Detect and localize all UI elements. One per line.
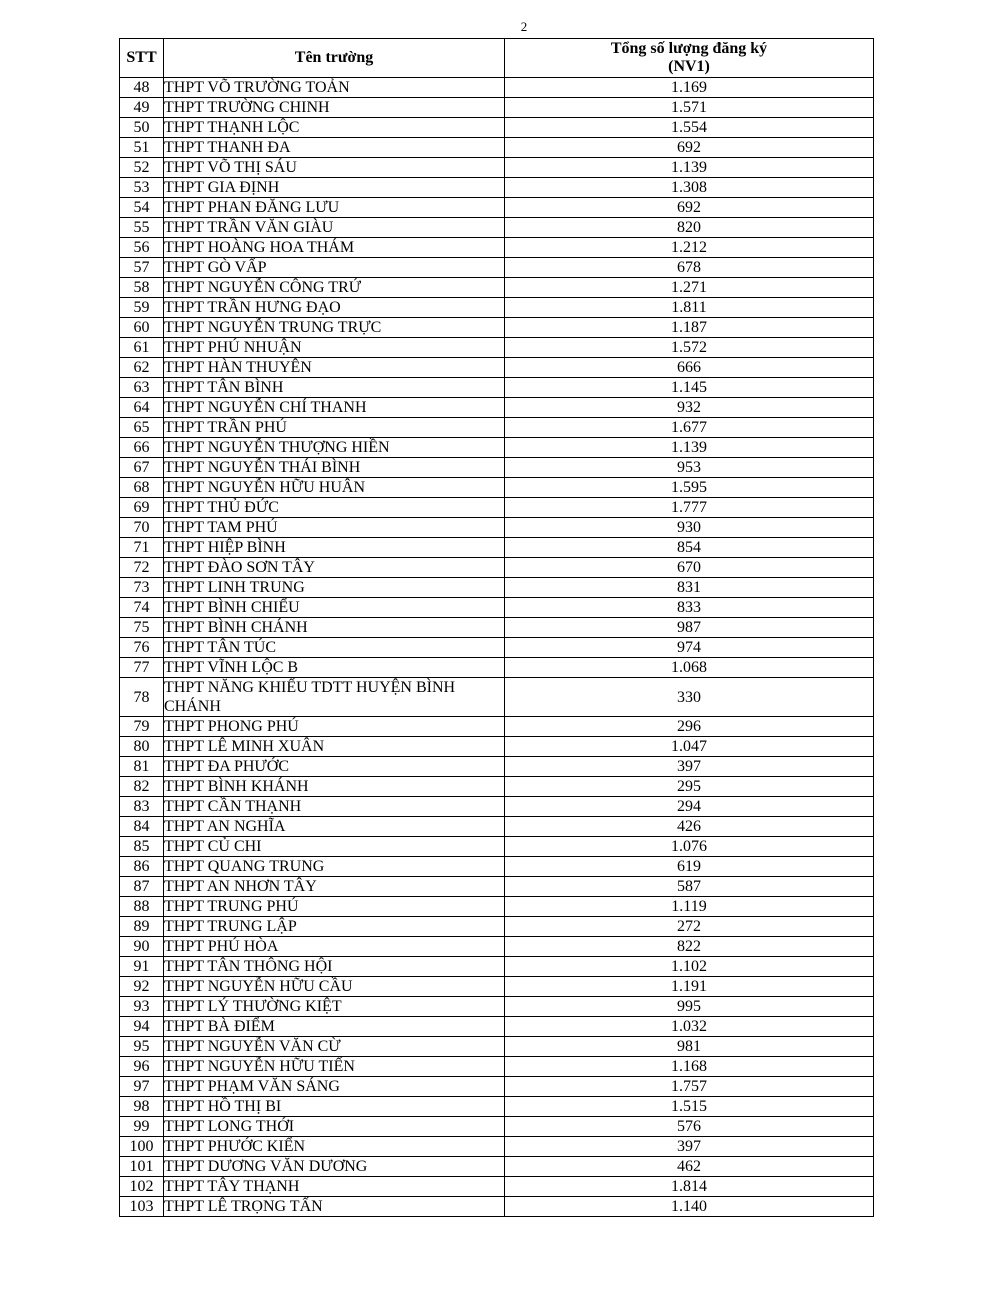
row-stt: 94 bbox=[120, 1017, 164, 1037]
row-stt: 93 bbox=[120, 997, 164, 1017]
row-stt: 88 bbox=[120, 897, 164, 917]
row-total: 587 bbox=[505, 877, 874, 897]
table-row bbox=[120, 717, 874, 737]
row-stt: 98 bbox=[120, 1097, 164, 1117]
row-total: 692 bbox=[505, 198, 874, 218]
row-stt: 97 bbox=[120, 1077, 164, 1097]
row-total: 1.169 bbox=[505, 78, 874, 98]
row-school-name: THPT TÂN THÔNG HỘI bbox=[164, 957, 505, 977]
table-row bbox=[120, 837, 874, 857]
row-school-name: THPT DƯƠNG VĂN DƯƠNG bbox=[164, 1157, 505, 1177]
row-stt: 52 bbox=[120, 158, 164, 178]
row-total: 831 bbox=[505, 578, 874, 598]
row-school-name: THPT QUANG TRUNG bbox=[164, 857, 505, 877]
header-total-line1: Tổng số lượng đăng ký bbox=[610, 40, 768, 57]
row-stt: 81 bbox=[120, 757, 164, 777]
table-row bbox=[120, 438, 874, 458]
row-school-name: THPT HÀN THUYÊN bbox=[164, 358, 505, 378]
row-school-name: THPT THANH ĐA bbox=[164, 138, 505, 158]
row-school-name: THPT BÌNH CHIỂU bbox=[164, 598, 505, 618]
table-row bbox=[120, 997, 874, 1017]
row-stt: 71 bbox=[120, 538, 164, 558]
row-total: 953 bbox=[505, 458, 874, 478]
header-total-line2: (NV1) bbox=[668, 58, 710, 75]
row-total: 272 bbox=[505, 917, 874, 937]
row-stt: 55 bbox=[120, 218, 164, 238]
row-school-name: THPT VÕ TRƯỜNG TOẢN bbox=[164, 78, 505, 98]
table-row bbox=[120, 418, 874, 438]
table-row bbox=[120, 78, 874, 98]
row-school-name: THPT NGUYỄN THÁI BÌNH bbox=[164, 458, 505, 478]
table-row bbox=[120, 1097, 874, 1117]
row-total: 1.191 bbox=[505, 977, 874, 997]
row-school-name: THPT LÝ THƯỜNG KIỆT bbox=[164, 997, 505, 1017]
row-school-name: THPT AN NGHĨA bbox=[164, 817, 505, 837]
row-total: 1.139 bbox=[505, 438, 874, 458]
table-row bbox=[120, 1137, 874, 1157]
table-row bbox=[120, 358, 874, 378]
row-school-name: THPT TRUNG LẬP bbox=[164, 917, 505, 937]
table-row bbox=[120, 338, 874, 358]
table-row bbox=[120, 158, 874, 178]
row-total: 1.076 bbox=[505, 837, 874, 857]
row-stt: 56 bbox=[120, 238, 164, 258]
row-stt: 51 bbox=[120, 138, 164, 158]
row-stt: 87 bbox=[120, 877, 164, 897]
row-school-name: THPT NĂNG KHIẾU TDTT HUYỆN BÌNH CHÁNH bbox=[164, 678, 505, 717]
row-school-name: THPT TÂN BÌNH bbox=[164, 378, 505, 398]
row-school-name: THPT NGUYỄN HỮU HUÂN bbox=[164, 478, 505, 498]
row-total: 1.068 bbox=[505, 658, 874, 678]
row-total: 932 bbox=[505, 398, 874, 418]
row-total: 1.677 bbox=[505, 418, 874, 438]
header-stt: STT bbox=[120, 39, 164, 78]
row-total: 1.571 bbox=[505, 98, 874, 118]
row-school-name: THPT HIỆP BÌNH bbox=[164, 538, 505, 558]
row-school-name: THPT TRẦN PHÚ bbox=[164, 418, 505, 438]
row-school-name: THPT NGUYỄN HỮU TIẾN bbox=[164, 1057, 505, 1077]
row-school-name: THPT BÀ ĐIỂM bbox=[164, 1017, 505, 1037]
table-row bbox=[120, 678, 874, 717]
table-row bbox=[120, 757, 874, 777]
row-stt: 100 bbox=[120, 1137, 164, 1157]
row-school-name: THPT AN NHƠN TÂY bbox=[164, 877, 505, 897]
row-total: 995 bbox=[505, 997, 874, 1017]
table-row bbox=[120, 278, 874, 298]
row-school-name: THPT NGUYỄN CHÍ THANH bbox=[164, 398, 505, 418]
row-total: 670 bbox=[505, 558, 874, 578]
row-stt: 57 bbox=[120, 258, 164, 278]
row-school-name: THPT LONG THỚI bbox=[164, 1117, 505, 1137]
row-school-name: THPT CẦN THẠNH bbox=[164, 797, 505, 817]
row-stt: 80 bbox=[120, 737, 164, 757]
row-stt: 65 bbox=[120, 418, 164, 438]
row-total: 330 bbox=[505, 678, 874, 717]
row-stt: 67 bbox=[120, 458, 164, 478]
header-school-name: Tên trường bbox=[164, 39, 505, 78]
table-row bbox=[120, 138, 874, 158]
table-row bbox=[120, 178, 874, 198]
row-total: 1.777 bbox=[505, 498, 874, 518]
table-body bbox=[120, 78, 874, 1217]
row-school-name: THPT TRẦN VĂN GIÀU bbox=[164, 218, 505, 238]
row-total: 397 bbox=[505, 1137, 874, 1157]
row-total: 854 bbox=[505, 538, 874, 558]
row-total: 462 bbox=[505, 1157, 874, 1177]
table-row bbox=[120, 98, 874, 118]
row-school-name: THPT TÂY THẠNH bbox=[164, 1177, 505, 1197]
row-stt: 75 bbox=[120, 618, 164, 638]
table-row bbox=[120, 218, 874, 238]
row-stt: 103 bbox=[120, 1197, 164, 1217]
row-school-name: THPT LÊ MINH XUÂN bbox=[164, 737, 505, 757]
row-total: 1.139 bbox=[505, 158, 874, 178]
row-school-name: THPT LINH TRUNG bbox=[164, 578, 505, 598]
row-total: 1.168 bbox=[505, 1057, 874, 1077]
table-row bbox=[120, 877, 874, 897]
row-stt: 86 bbox=[120, 857, 164, 877]
row-school-name: THPT LÊ TRỌNG TẤN bbox=[164, 1197, 505, 1217]
row-stt: 76 bbox=[120, 638, 164, 658]
row-school-name: THPT TRẦN HƯNG ĐẠO bbox=[164, 298, 505, 318]
row-school-name: THPT PHẠM VĂN SÁNG bbox=[164, 1077, 505, 1097]
table-row bbox=[120, 737, 874, 757]
row-stt: 101 bbox=[120, 1157, 164, 1177]
row-school-name: THPT THẠNH LỘC bbox=[164, 118, 505, 138]
table-row bbox=[120, 238, 874, 258]
table-row bbox=[120, 318, 874, 338]
row-total: 930 bbox=[505, 518, 874, 538]
row-total: 426 bbox=[505, 817, 874, 837]
row-stt: 63 bbox=[120, 378, 164, 398]
row-total: 294 bbox=[505, 797, 874, 817]
row-total: 1.515 bbox=[505, 1097, 874, 1117]
table-row bbox=[120, 198, 874, 218]
row-total: 1.308 bbox=[505, 178, 874, 198]
table-row bbox=[120, 398, 874, 418]
row-school-name: THPT GÒ VẤP bbox=[164, 258, 505, 278]
row-total: 981 bbox=[505, 1037, 874, 1057]
row-stt: 60 bbox=[120, 318, 164, 338]
table-row bbox=[120, 1077, 874, 1097]
row-stt: 59 bbox=[120, 298, 164, 318]
table-row bbox=[120, 1117, 874, 1137]
row-stt: 82 bbox=[120, 777, 164, 797]
row-school-name: THPT PHÚ HÒA bbox=[164, 937, 505, 957]
row-school-name: THPT PHÚ NHUẬN bbox=[164, 338, 505, 358]
row-total: 1.032 bbox=[505, 1017, 874, 1037]
row-school-name: THPT THỦ ĐỨC bbox=[164, 498, 505, 518]
row-stt: 58 bbox=[120, 278, 164, 298]
row-stt: 91 bbox=[120, 957, 164, 977]
row-school-name: THPT HOÀNG HOA THÁM bbox=[164, 238, 505, 258]
row-total: 296 bbox=[505, 717, 874, 737]
row-total: 1.140 bbox=[505, 1197, 874, 1217]
row-school-name: THPT TRUNG PHÚ bbox=[164, 897, 505, 917]
row-stt: 90 bbox=[120, 937, 164, 957]
row-stt: 73 bbox=[120, 578, 164, 598]
row-stt: 49 bbox=[120, 98, 164, 118]
row-stt: 72 bbox=[120, 558, 164, 578]
row-stt: 62 bbox=[120, 358, 164, 378]
table-row bbox=[120, 797, 874, 817]
header-total-registrations bbox=[505, 39, 874, 78]
row-stt: 53 bbox=[120, 178, 164, 198]
table-row bbox=[120, 478, 874, 498]
row-total: 1.271 bbox=[505, 278, 874, 298]
table-row bbox=[120, 1197, 874, 1217]
row-stt: 68 bbox=[120, 478, 164, 498]
table-row bbox=[120, 1057, 874, 1077]
row-school-name: THPT PHAN ĐĂNG LƯU bbox=[164, 198, 505, 218]
table-row bbox=[120, 538, 874, 558]
row-total: 820 bbox=[505, 218, 874, 238]
row-total: 1.757 bbox=[505, 1077, 874, 1097]
row-school-name: THPT BÌNH KHÁNH bbox=[164, 777, 505, 797]
row-total: 619 bbox=[505, 857, 874, 877]
row-stt: 89 bbox=[120, 917, 164, 937]
row-school-name: THPT VĨNH LỘC B bbox=[164, 658, 505, 678]
table-row bbox=[120, 598, 874, 618]
row-stt: 79 bbox=[120, 717, 164, 737]
row-school-name: THPT NGUYỄN VĂN CỪ bbox=[164, 1037, 505, 1057]
row-stt: 70 bbox=[120, 518, 164, 538]
table-row bbox=[120, 258, 874, 278]
row-stt: 85 bbox=[120, 837, 164, 857]
row-stt: 74 bbox=[120, 598, 164, 618]
table-row bbox=[120, 658, 874, 678]
table-row bbox=[120, 298, 874, 318]
row-total: 678 bbox=[505, 258, 874, 278]
row-total: 822 bbox=[505, 937, 874, 957]
row-total: 576 bbox=[505, 1117, 874, 1137]
table-row bbox=[120, 638, 874, 658]
page-number: 2 bbox=[520, 19, 528, 34]
table-row bbox=[120, 498, 874, 518]
table-row bbox=[120, 977, 874, 997]
row-stt: 99 bbox=[120, 1117, 164, 1137]
row-stt: 102 bbox=[120, 1177, 164, 1197]
table-row bbox=[120, 458, 874, 478]
row-total: 1.047 bbox=[505, 737, 874, 757]
table-row bbox=[120, 1157, 874, 1177]
row-stt: 69 bbox=[120, 498, 164, 518]
row-school-name: THPT NGUYỄN HỮU CẦU bbox=[164, 977, 505, 997]
table-row bbox=[120, 558, 874, 578]
table-row bbox=[120, 118, 874, 138]
row-school-name: THPT NGUYỄN CÔNG TRỨ bbox=[164, 278, 505, 298]
table-row bbox=[120, 1037, 874, 1057]
row-total: 1.187 bbox=[505, 318, 874, 338]
table-row bbox=[120, 618, 874, 638]
row-school-name: THPT TAM PHÚ bbox=[164, 518, 505, 538]
registration-table bbox=[119, 38, 874, 1217]
row-stt: 83 bbox=[120, 797, 164, 817]
row-stt: 66 bbox=[120, 438, 164, 458]
row-school-name: THPT VÕ THỊ SÁU bbox=[164, 158, 505, 178]
table-row bbox=[120, 378, 874, 398]
row-stt: 48 bbox=[120, 78, 164, 98]
row-school-name: THPT PHONG PHÚ bbox=[164, 717, 505, 737]
table-row bbox=[120, 518, 874, 538]
row-total: 295 bbox=[505, 777, 874, 797]
row-total: 397 bbox=[505, 757, 874, 777]
row-total: 1.119 bbox=[505, 897, 874, 917]
table-row bbox=[120, 937, 874, 957]
row-school-name: THPT ĐÀO SƠN TÂY bbox=[164, 558, 505, 578]
row-school-name: THPT HỒ THỊ BI bbox=[164, 1097, 505, 1117]
row-school-name: THPT NGUYỄN TRUNG TRỰC bbox=[164, 318, 505, 338]
row-school-name: THPT PHƯỚC KIỂN bbox=[164, 1137, 505, 1157]
table-header-row bbox=[120, 39, 874, 78]
table-row bbox=[120, 917, 874, 937]
row-school-name: THPT TRƯỜNG CHINH bbox=[164, 98, 505, 118]
row-total: 1.145 bbox=[505, 378, 874, 398]
table-row bbox=[120, 817, 874, 837]
row-total: 1.814 bbox=[505, 1177, 874, 1197]
row-stt: 92 bbox=[120, 977, 164, 997]
row-stt: 54 bbox=[120, 198, 164, 218]
table-row bbox=[120, 578, 874, 598]
table-row bbox=[120, 897, 874, 917]
row-total: 1.102 bbox=[505, 957, 874, 977]
row-school-name: THPT ĐA PHƯỚC bbox=[164, 757, 505, 777]
table-row bbox=[120, 1017, 874, 1037]
row-total: 1.572 bbox=[505, 338, 874, 358]
row-total: 1.212 bbox=[505, 238, 874, 258]
table-row bbox=[120, 857, 874, 877]
row-stt: 61 bbox=[120, 338, 164, 358]
row-stt: 50 bbox=[120, 118, 164, 138]
row-school-name: THPT CỦ CHI bbox=[164, 837, 505, 857]
row-total: 833 bbox=[505, 598, 874, 618]
row-school-name: THPT TÂN TÚC bbox=[164, 638, 505, 658]
row-total: 692 bbox=[505, 138, 874, 158]
row-total: 1.595 bbox=[505, 478, 874, 498]
row-stt: 84 bbox=[120, 817, 164, 837]
row-school-name: THPT GIA ĐỊNH bbox=[164, 178, 505, 198]
row-stt: 95 bbox=[120, 1037, 164, 1057]
row-total: 987 bbox=[505, 618, 874, 638]
row-total: 974 bbox=[505, 638, 874, 658]
row-stt: 77 bbox=[120, 658, 164, 678]
row-school-name: THPT NGUYỄN THƯỢNG HIỀN bbox=[164, 438, 505, 458]
table-row bbox=[120, 777, 874, 797]
table-row bbox=[120, 1177, 874, 1197]
row-total: 1.554 bbox=[505, 118, 874, 138]
row-stt: 78 bbox=[120, 678, 164, 717]
row-school-name: THPT BÌNH CHÁNH bbox=[164, 618, 505, 638]
row-total: 1.811 bbox=[505, 298, 874, 318]
row-stt: 64 bbox=[120, 398, 164, 418]
row-total: 666 bbox=[505, 358, 874, 378]
row-stt: 96 bbox=[120, 1057, 164, 1077]
table-row bbox=[120, 957, 874, 977]
